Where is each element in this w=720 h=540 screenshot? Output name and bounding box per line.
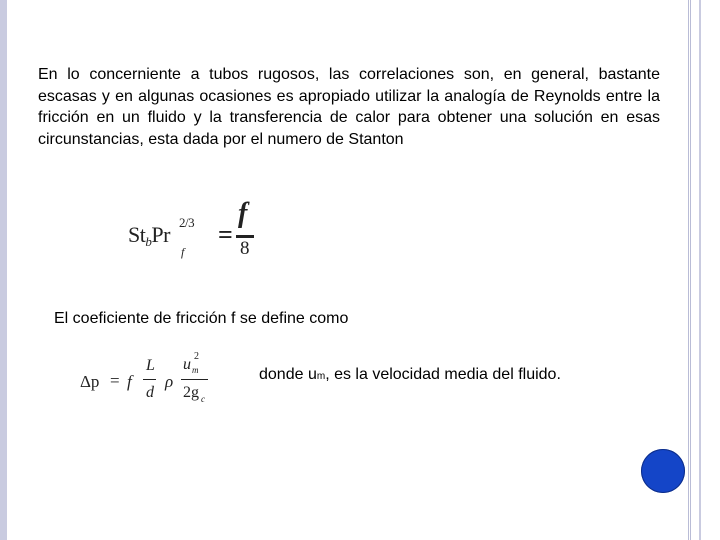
equals-sign: = [218,220,233,249]
darcy-u-sub: m [192,365,199,375]
stanton-formula [128,198,268,264]
darcy-equals: = [110,371,120,390]
st-subscript: b [145,234,152,249]
fraction-bar-1 [143,379,156,380]
pr-superscript: 2/3 [179,215,195,230]
darcy-d: d [146,384,154,401]
st-symbol: St [128,222,146,247]
intro-paragraph: En lo concerniente a tubos rugosos, las correlaciones son, en general, bastante escasas y en algunas ocasiones es apropiado utilizar la analogía de Reynolds entre la fricción en un fluido y la transferencia de calor para obtener una solución en esas circunstancias, esta dada por el numero de Stanton [38,66,660,148]
stanton-lhs [128,215,195,259]
blue-circle-icon [641,449,685,493]
velocity-suffix: , es la velocidad media del fluido. [325,366,561,383]
fraction-bar-2 [181,379,208,380]
velocity-note [259,366,561,384]
darcy-u: u [183,356,191,373]
darcy-2g: 2g [183,384,199,401]
velocity-prefix: donde u [259,366,317,383]
fraction-numerator: f [238,198,248,229]
darcy-f: f [127,372,132,391]
pr-subscript: f [181,245,184,259]
darcy-rho: ρ [165,372,174,391]
right-border [688,0,720,540]
darcy-L: L [146,357,155,374]
left-border [0,0,7,540]
delta-p: Δp [80,372,100,391]
darcy-u-sup: 2 [194,351,199,362]
velocity-subscript: m [316,371,326,382]
pr-symbol: Pr [151,222,170,247]
fraction-denominator: 8 [240,238,250,259]
darcy-formula [80,352,250,412]
darcy-g-sub: c [201,394,205,404]
friction-definition: El coeficiente de fricción f se define como [54,310,349,327]
